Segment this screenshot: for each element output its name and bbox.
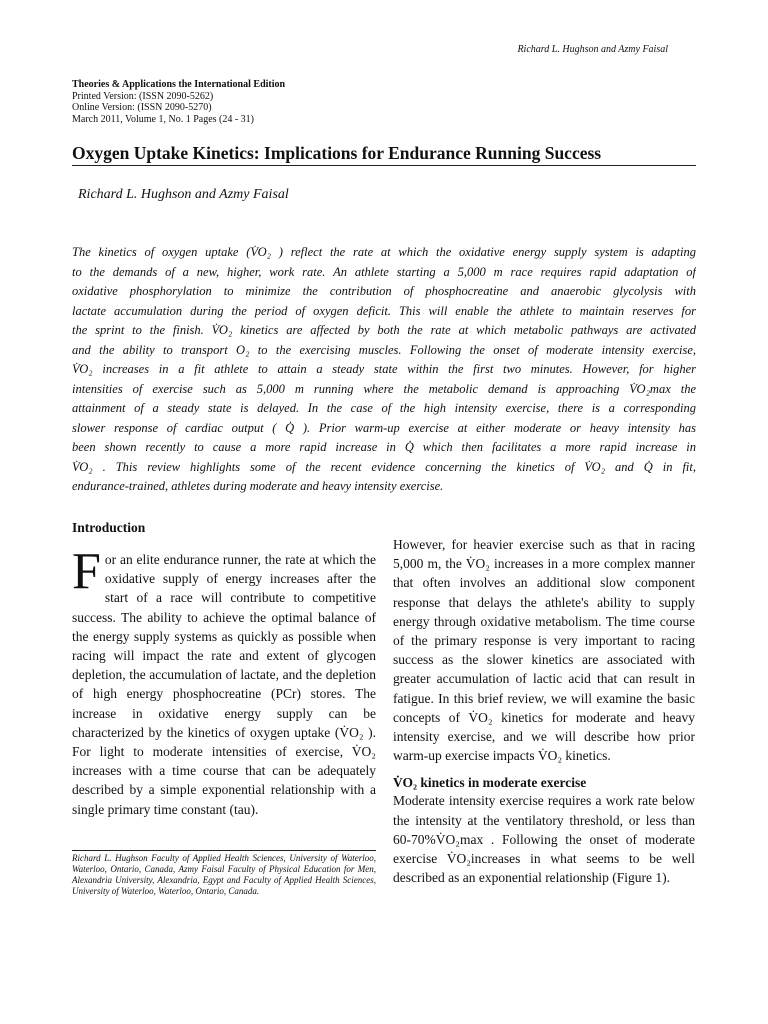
abstract-line: The kinetics of oxygen uptake (V̇O₂ ) reflect the rate at which the oxidative energy supply system is adapting [72,245,696,259]
article-title: Oxygen Uptake Kinetics: Implications for Endurance Running Success [72,143,602,163]
abstract-line: endurance-trained, athletes during moderate and heavy intensity exercise. [72,479,444,493]
journal-info [72,79,285,125]
online-issn: Online Version: (ISSN 2090-5270) [72,102,212,113]
abstract-line: slower response of cardiac output ( Q̇ ). Prior warm-up exercise at either moderate or heavy intensity has [72,420,696,435]
running-head: Richard L. Hughson and Azmy Faisal [517,44,668,55]
paragraph-moderate-exercise: Moderate intensity exercise requires a work rate below the intensity at the ventilatory threshold, or less than 60-70%V̇O₂max . Following the onset of moderate exercise V̇O₂increases in what seems to be well described as an exponential relationship (Figure 1). [393,793,695,886]
abstract-line: V̇O₂ increases in a fit athlete to attain a steady state within the first two minutes. However, for higher [72,362,696,376]
issue-info: March 2011, Volume 1, No. 1 Pages (24 - 31) [72,113,255,125]
abstract-line: and the ability to transport O₂ to the exercising muscles. Following the onset of moderate intensity exercise, [72,342,696,357]
section-heading-moderate-exercise: V̇O₂ kinetics in moderate exercise [393,775,587,791]
abstract-line: V̇O₂ . This review highlights some of the recent evidence concerning the kinetics of V̇O₂ and Q̇ in fit, [72,459,696,474]
printed-issn: Printed Version: (ISSN 2090-5262) [72,90,214,102]
abstract-line: the sprint to the finish. V̇O₂ kinetics are affected by both the rate at which metabolic pathways are activated [72,323,696,337]
abstract-line: oxidative phosphorylation to minimize the contribution of phosphocreatine and anaerobic glycolysis with [72,284,696,298]
abstract [72,243,696,497]
authors: Richard L. Hughson and Azmy Faisal [78,187,289,202]
introduction-paragraph [72,543,376,819]
abstract-line: to the demands of a new, higher, work rate. An athlete starting a 5,000 m race requires rapid adaptation of [72,264,696,279]
footnote-divider [72,850,376,851]
abstract-line: lactate accumulation during the period of oxygen deficit. This will enable the athlete to maintain reserves for [72,303,696,318]
author-affiliations-footnote: Richard L. Hughson Faculty of Applied Health Sciences, University of Waterloo, Waterloo, Ontario, Canada, Azmy Faisal Faculty of Physical Education for Men, Alexandria University, Alexandria, Egypt and Faculty of Applied Health Sciences, University of Waterloo, Waterloo, Ontario, Canada. [72,853,376,896]
paragraph-heavier-exercise: However, for heavier exercise such as that in racing 5,000 m, the V̇O₂ increases in a more complex manner that often involves an additional slow component response that delays the athlete's ability to supply energy through oxidative metabolism. The time course of the primary response is very important to racing success as the slower kinetics are associated with greater accumulation of lactic acid that can result in fatigue. In this brief review, we will examine the basic concepts of V̇O₂ kinetics for moderate and heavy intensity exercise, and we will describe how prior warm-up exercise impacts V̇O₂ kinetics. [393,537,695,764]
right-column [393,535,695,887]
title-divider [72,165,696,166]
abstract-line: attainment of a steady state is delayed. In the case of the high intensity exercise, there is a corresponding [72,401,696,415]
introduction-text: or an elite endurance runner, the rate at which the oxidative supply of energy increases after the start of a race will contribute to competitive success. The ability to achieve the optimal balance of the energy supply systems as quickly as possible when racing will impact the rate and extent of glycogen depletion, the accumulation of lactate, and the depletion of high energy phosphocreatine (PCr) stores. The increase in oxidative energy supply can be characterized by the kinetics of oxygen uptake (V̇O₂ ). For light to moderate intensities of exercise, V̇O₂ increases with a time course that can be adequately described by a simple exponential relationship with a single primary time constant (tau). [72,552,376,817]
section-heading-introduction: Introduction [72,520,146,535]
abstract-line: been shown recently to cause a more rapid increase in Q̇ which then facilitates a more rapid increase in [72,440,696,454]
drop-cap: F [72,543,101,600]
abstract-line: intensities of exercise such as 5,000 m running where the metabolic demand is approaching V̇O₂max the [72,381,696,396]
journal-name: Theories & Applications the International Edition [72,79,286,90]
left-column [72,520,376,819]
